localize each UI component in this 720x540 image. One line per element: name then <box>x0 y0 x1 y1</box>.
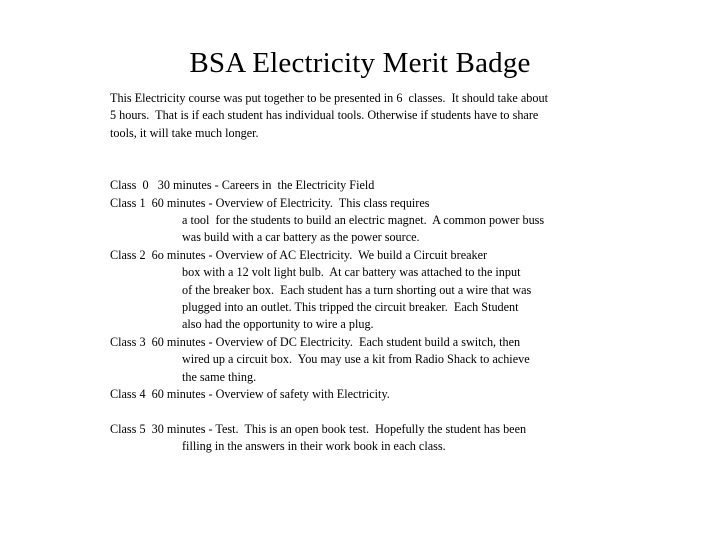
class-continuation-line: wired up a circuit box. You may use a kit from Radio Shack to achieve <box>182 352 530 367</box>
class-entry-2 <box>110 247 626 334</box>
class-heading-line: Class 3 60 minutes - Overview of DC Electricity. Each student build a switch, then <box>110 334 521 349</box>
class-heading-line: Class 1 60 minutes - Overview of Electricity. This class requires <box>110 195 430 210</box>
class-continuation-line: filling in the answers in their work book in each class. <box>182 439 446 454</box>
class-entry-5 <box>110 421 626 456</box>
class-continuation-line: a tool for the students to build an electric magnet. A common power buss <box>182 213 545 228</box>
intro-paragraph <box>110 90 626 142</box>
class-continuation-line: plugged into an outlet. This tripped the circuit breaker. Each Student <box>182 300 519 315</box>
class-continuation-line: the same thing. <box>182 369 257 384</box>
intro-line: 5 hours. That is if each student has individual tools. Otherwise if students have to share <box>110 108 539 123</box>
class-heading-line: Class 5 30 minutes - Test. This is an open book test. Hopefully the student has been <box>110 421 527 436</box>
class-continuation-line: also had the opportunity to wire a plug. <box>182 317 374 332</box>
class-continuation-line: was build with a car battery as the power source. <box>182 230 420 245</box>
class-entry-0 <box>110 177 626 194</box>
class-heading-line: Class 4 60 minutes - Overview of safety with Electricity. <box>110 387 390 402</box>
class-heading-line: Class 0 30 minutes - Careers in the Electricity Field <box>110 178 375 193</box>
class-heading-line: Class 2 6o minutes - Overview of AC Electricity. We build a Circuit breaker <box>110 247 488 262</box>
class-entry-3 <box>110 334 626 386</box>
class-continuation-line: box with a 12 volt light bulb. At car battery was attached to the input <box>182 265 521 280</box>
intro-line: This Electricity course was put together to be presented in 6 classes. It should take about <box>110 91 548 105</box>
slide-body <box>110 90 626 456</box>
class-entry-4 <box>110 386 626 403</box>
slide-title: BSA Electricity Merit Badge <box>189 47 531 80</box>
class-continuation-line: of the breaker box. Each student has a turn shorting out a wire that was <box>182 282 532 297</box>
paragraph-spacer <box>110 142 626 177</box>
class-schedule-list <box>110 177 626 455</box>
blank-line <box>110 404 626 421</box>
intro-line: tools, it will take much longer. <box>110 125 259 140</box>
class-entry-1 <box>110 195 626 247</box>
